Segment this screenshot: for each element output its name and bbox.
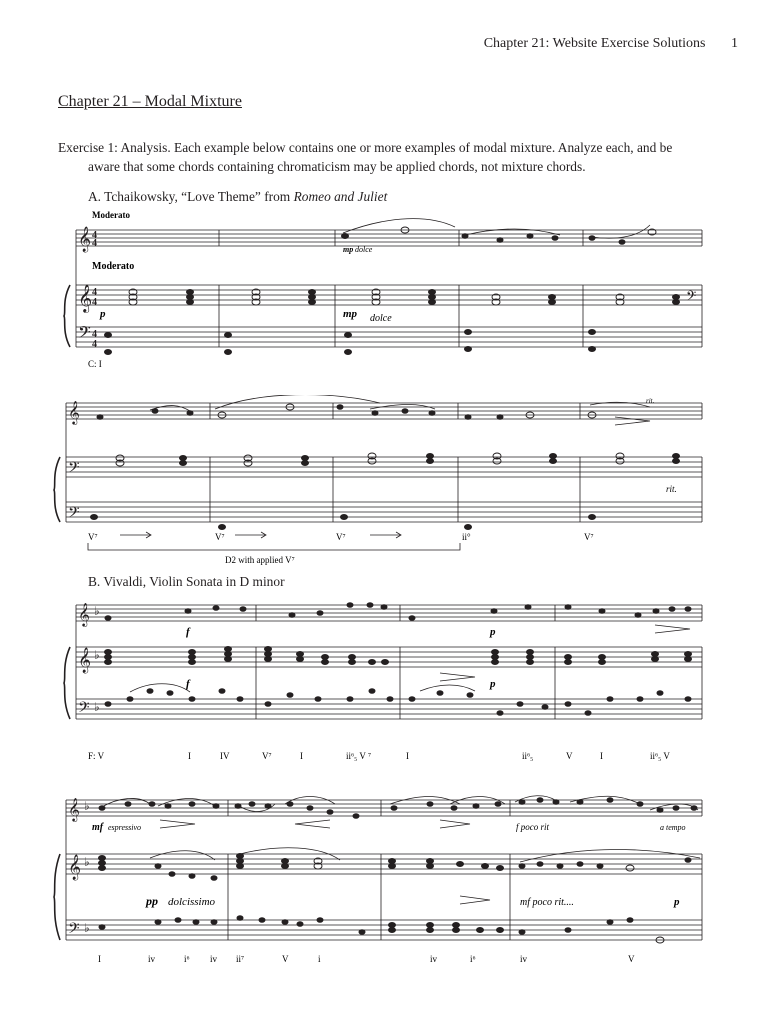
dyn-mp-piano: mp [343,308,358,320]
roman-b2-4: iv [210,954,218,964]
dyn-f-piano: f [186,678,190,690]
roman-b1-10: I [600,751,603,761]
page-number: 1 [731,36,738,51]
score-system-b1 [0,595,768,765]
exercise-line-1: Exercise 1: Analysis. Each example below contains one or more examples of modal mixture. Analyze each, and be [58,140,673,155]
svg-text:4: 4 [92,287,97,298]
mf-poco-rit: mf poco rit.... [520,897,574,908]
score-system-a2 [0,395,768,570]
bass-clef-icon: 𝄢 [78,324,91,346]
running-header [484,36,738,52]
roman-b1-5: I [300,751,303,761]
svg-text:𝄢: 𝄢 [68,920,80,940]
a-tempo: a tempo [660,823,686,832]
roman-a2-3: V⁷ [336,532,346,542]
svg-text:𝄞: 𝄞 [68,402,80,424]
dyn-p-violin: p [490,626,496,638]
dyn-pp: pp [146,894,158,908]
roman-b2-2: iv [148,954,156,964]
f-poco-rit: f poco rit [516,822,549,832]
piano-bass-staff [76,327,702,347]
roman-a2-4: ii° [462,532,471,542]
svg-text:♭: ♭ [94,648,100,662]
roman-a2-2: V⁷ [215,532,225,542]
chapter-title: Chapter 21 – Modal Mixture [58,93,242,110]
header-text: Chapter 21: Website Exercise Solutions [483,36,706,51]
svg-text:4: 4 [92,238,97,249]
roman-b2-9: i⁶ [470,954,476,964]
svg-text:𝄞: 𝄞 [78,604,90,626]
roman-b2-5: ii⁷ [236,954,245,964]
svg-text:𝄞: 𝄞 [68,854,82,879]
svg-text:♭: ♭ [94,604,100,618]
svg-text:♭: ♭ [84,799,90,813]
roman-b1-3: IV [220,751,230,761]
example-a-prefix: A. Tchaikowsky, “Love Theme” from [88,189,294,204]
roman-b1-6: ii⁶₅ V ⁷ [346,751,372,761]
bracket-label: D2 with applied V⁷ [225,555,295,565]
espressivo: espressivo [108,823,142,832]
dolcissimo: dolcissimo [168,896,216,908]
svg-text:𝄞: 𝄞 [68,799,80,821]
roman-b2-1: I [98,954,101,964]
exercise-instructions [58,138,728,176]
svg-text:𝄢: 𝄢 [68,459,80,479]
roman-b1-2: I [188,751,191,761]
tempo-violin: Moderato [92,210,130,220]
score-system-a1 [0,205,768,375]
example-a-work: Romeo and Juliet [293,189,388,204]
key-label: C: I [88,359,102,369]
svg-text:♭: ♭ [84,855,90,869]
roman-a2-1: V⁷ [88,532,98,542]
rit-piano: rit. [666,484,677,494]
roman-b2-10: iv [520,954,528,964]
roman-b2-7: i [318,954,321,964]
roman-b2-3: i⁶ [184,954,190,964]
example-b-label: B. Vivaldi, Violin Sonata in D minor [88,574,285,589]
treble-clef-icon: 𝄞 [78,226,92,251]
svg-text:♭: ♭ [84,921,90,935]
treble-clef-icon: 𝄞 [78,286,93,312]
roman-b1-7: I [406,751,409,761]
svg-text:𝄞: 𝄞 [78,647,92,672]
roman-b1-8: ii⁶₅ [522,751,534,761]
roman-a2-5: V⁷ [584,532,594,542]
roman-b1-4: V⁷ [262,751,272,761]
roman-b2-8: iv [430,954,438,964]
roman-b1-1: F: V [88,751,105,761]
dyn-f-violin: f [186,626,190,638]
dyn-mf: mf [92,822,104,833]
dyn-mp-violin: mp [343,245,354,254]
svg-text:4: 4 [92,329,97,340]
roman-b2-11: V [628,954,635,964]
svg-text:4: 4 [92,297,97,308]
svg-text:𝄢: 𝄢 [686,290,697,307]
exercise-line-2: aware that some chords containing chromaticism may be applied chords, not mixture chords. [88,159,586,174]
svg-text:𝄢: 𝄢 [68,504,80,524]
score-system-b2 [0,790,768,970]
example-a-label [88,189,387,205]
svg-text:4: 4 [92,230,97,241]
piano-treble-staff [76,285,702,305]
svg-text:𝄢: 𝄢 [78,699,90,719]
tempo-piano: Moderato [92,261,135,272]
roman-b1-11: ii⁶₅ V [650,751,670,761]
roman-b2-6: V [282,954,289,964]
dyn-p-b2: p [674,896,680,908]
dyn-p: p [100,308,106,320]
dyn-dolce-piano: dolce [370,313,392,324]
rit-violin: rit. [646,397,655,405]
roman-b1-9: V [566,751,573,761]
dyn-dolce-violin: dolce [355,245,373,254]
dyn-p-piano: p [490,678,496,690]
piano-chords [129,289,680,305]
svg-text:4: 4 [92,339,97,350]
svg-text:♭: ♭ [94,700,100,714]
